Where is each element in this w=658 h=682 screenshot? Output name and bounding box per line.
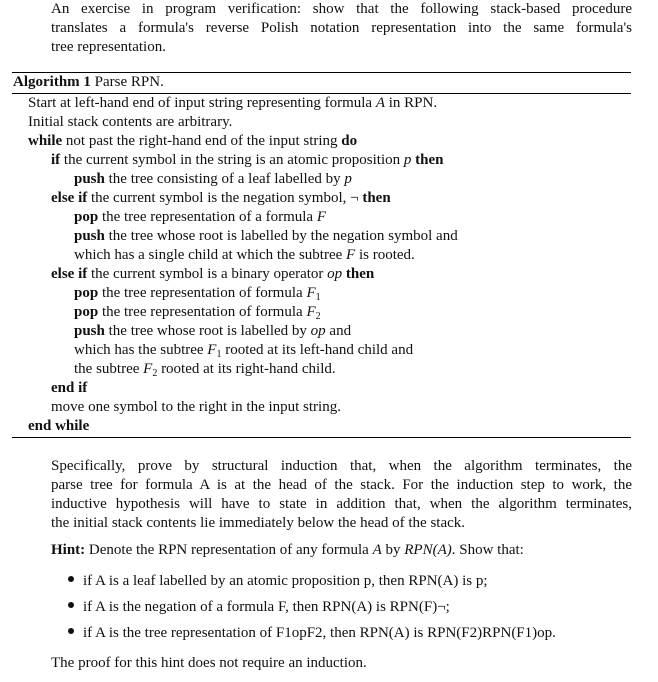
algorithm-line: else if the current symbol is the negation symbol, ¬ then <box>51 190 391 206</box>
keyword-if: if <box>51 152 61 168</box>
algorithm-line <box>51 379 87 398</box>
keyword-pop: pop <box>74 285 99 301</box>
algorithm-bottom-rule <box>12 437 631 438</box>
algorithm-line: move one symbol to the right in the input string. <box>51 399 341 415</box>
algorithm-line: push the tree consisting of a leaf labelled by p <box>74 171 352 187</box>
algorithm-line: push the tree whose root is labelled by op and <box>74 323 352 339</box>
paragraph-line: the initial stack contents lie immediately below the head of the stack. <box>51 515 466 531</box>
bullet-icon <box>68 602 74 608</box>
algorithm-line: push the tree whose root is labelled by the negation symbol and <box>74 228 458 244</box>
algorithm-line: while not past the right-hand end of the input string do <box>28 133 358 149</box>
keyword-do: do <box>341 133 358 149</box>
bullet-item: if A is the negation of a formula F, then RPN(A) is RPN(F)¬; <box>68 598 450 617</box>
keyword-then: then <box>362 190 391 206</box>
keyword-end-if: end if <box>51 380 88 396</box>
keyword-while: while <box>28 133 63 149</box>
algorithm-line: Initial stack contents are arbitrary. <box>28 114 233 130</box>
keyword-pop: pop <box>74 304 99 320</box>
intro-line: translates a formula's reverse Polish notation representation into the same formula's <box>51 20 632 36</box>
algorithm-line: else if the current symbol is a binary operator op then <box>51 266 375 282</box>
algorithm-line: which has a single child at which the subtree F is rooted. <box>74 247 415 263</box>
keyword-else-if: else if <box>51 190 88 206</box>
paragraph-line: Specifically, prove by structural induction that, when the algorithm terminates, the <box>51 458 632 474</box>
hint-line: Hint: Denote the RPN representation of any formula A by RPN(A). Show that: <box>51 542 524 558</box>
algorithm-line: pop the tree representation of formula $F_2$ <box>74 304 321 322</box>
intro-line: An exercise in program verification: show that the following stack-based procedure <box>51 1 632 17</box>
bullet-icon <box>68 576 74 582</box>
keyword-push: push <box>74 171 105 187</box>
keyword-pop: pop <box>74 209 99 225</box>
paragraph-line: parse tree for formula A is at the head of the stack. For the induction step to work, the <box>51 477 632 493</box>
keyword-then: then <box>415 152 444 168</box>
intro-paragraph <box>51 0 632 57</box>
paragraph-line: inductive hypothesis will have to state in addition that, when the algorithm terminates, <box>51 496 632 512</box>
algorithm-title: Parse RPN. <box>94 74 164 90</box>
bullet-item: if A is the tree representation of F1opF2, then RPN(A) is RPN(F2)RPN(F1)op. <box>68 624 556 643</box>
algorithm-caption <box>13 73 164 92</box>
closing-sentence: The proof for this hint does not require an induction. <box>51 655 367 671</box>
algorithm-line: which has the subtree $F_1$ rooted at its left-hand child and <box>74 342 414 360</box>
keyword-push: push <box>74 323 105 339</box>
keyword-push: push <box>74 228 105 244</box>
hint-label: Hint: <box>51 542 86 558</box>
algorithm-line <box>28 417 89 436</box>
algorithm-line: pop the tree representation of formula $F_1$ <box>74 285 321 303</box>
algorithm-line: if the current symbol in the string is an atomic proposition p then <box>51 152 444 168</box>
algorithm-line: the subtree $F_2$ rooted at its right-hand child. <box>74 361 336 379</box>
algorithm-line: pop the tree representation of a formula F <box>74 209 327 225</box>
bullet-icon <box>68 628 74 634</box>
algorithm-line: Start at left-hand end of input string representing formula A in RPN. <box>28 95 438 111</box>
keyword-then: then <box>345 266 375 282</box>
intro-line: tree representation. <box>51 39 166 55</box>
specifically-paragraph <box>51 457 632 533</box>
algorithm-label: Algorithm 1 <box>13 74 91 90</box>
keyword-end-while: end while <box>28 418 90 434</box>
keyword-else-if: else if <box>51 266 88 282</box>
bullet-item: if A is a leaf labelled by an atomic proposition p, then RPN(A) is p; <box>68 572 488 591</box>
